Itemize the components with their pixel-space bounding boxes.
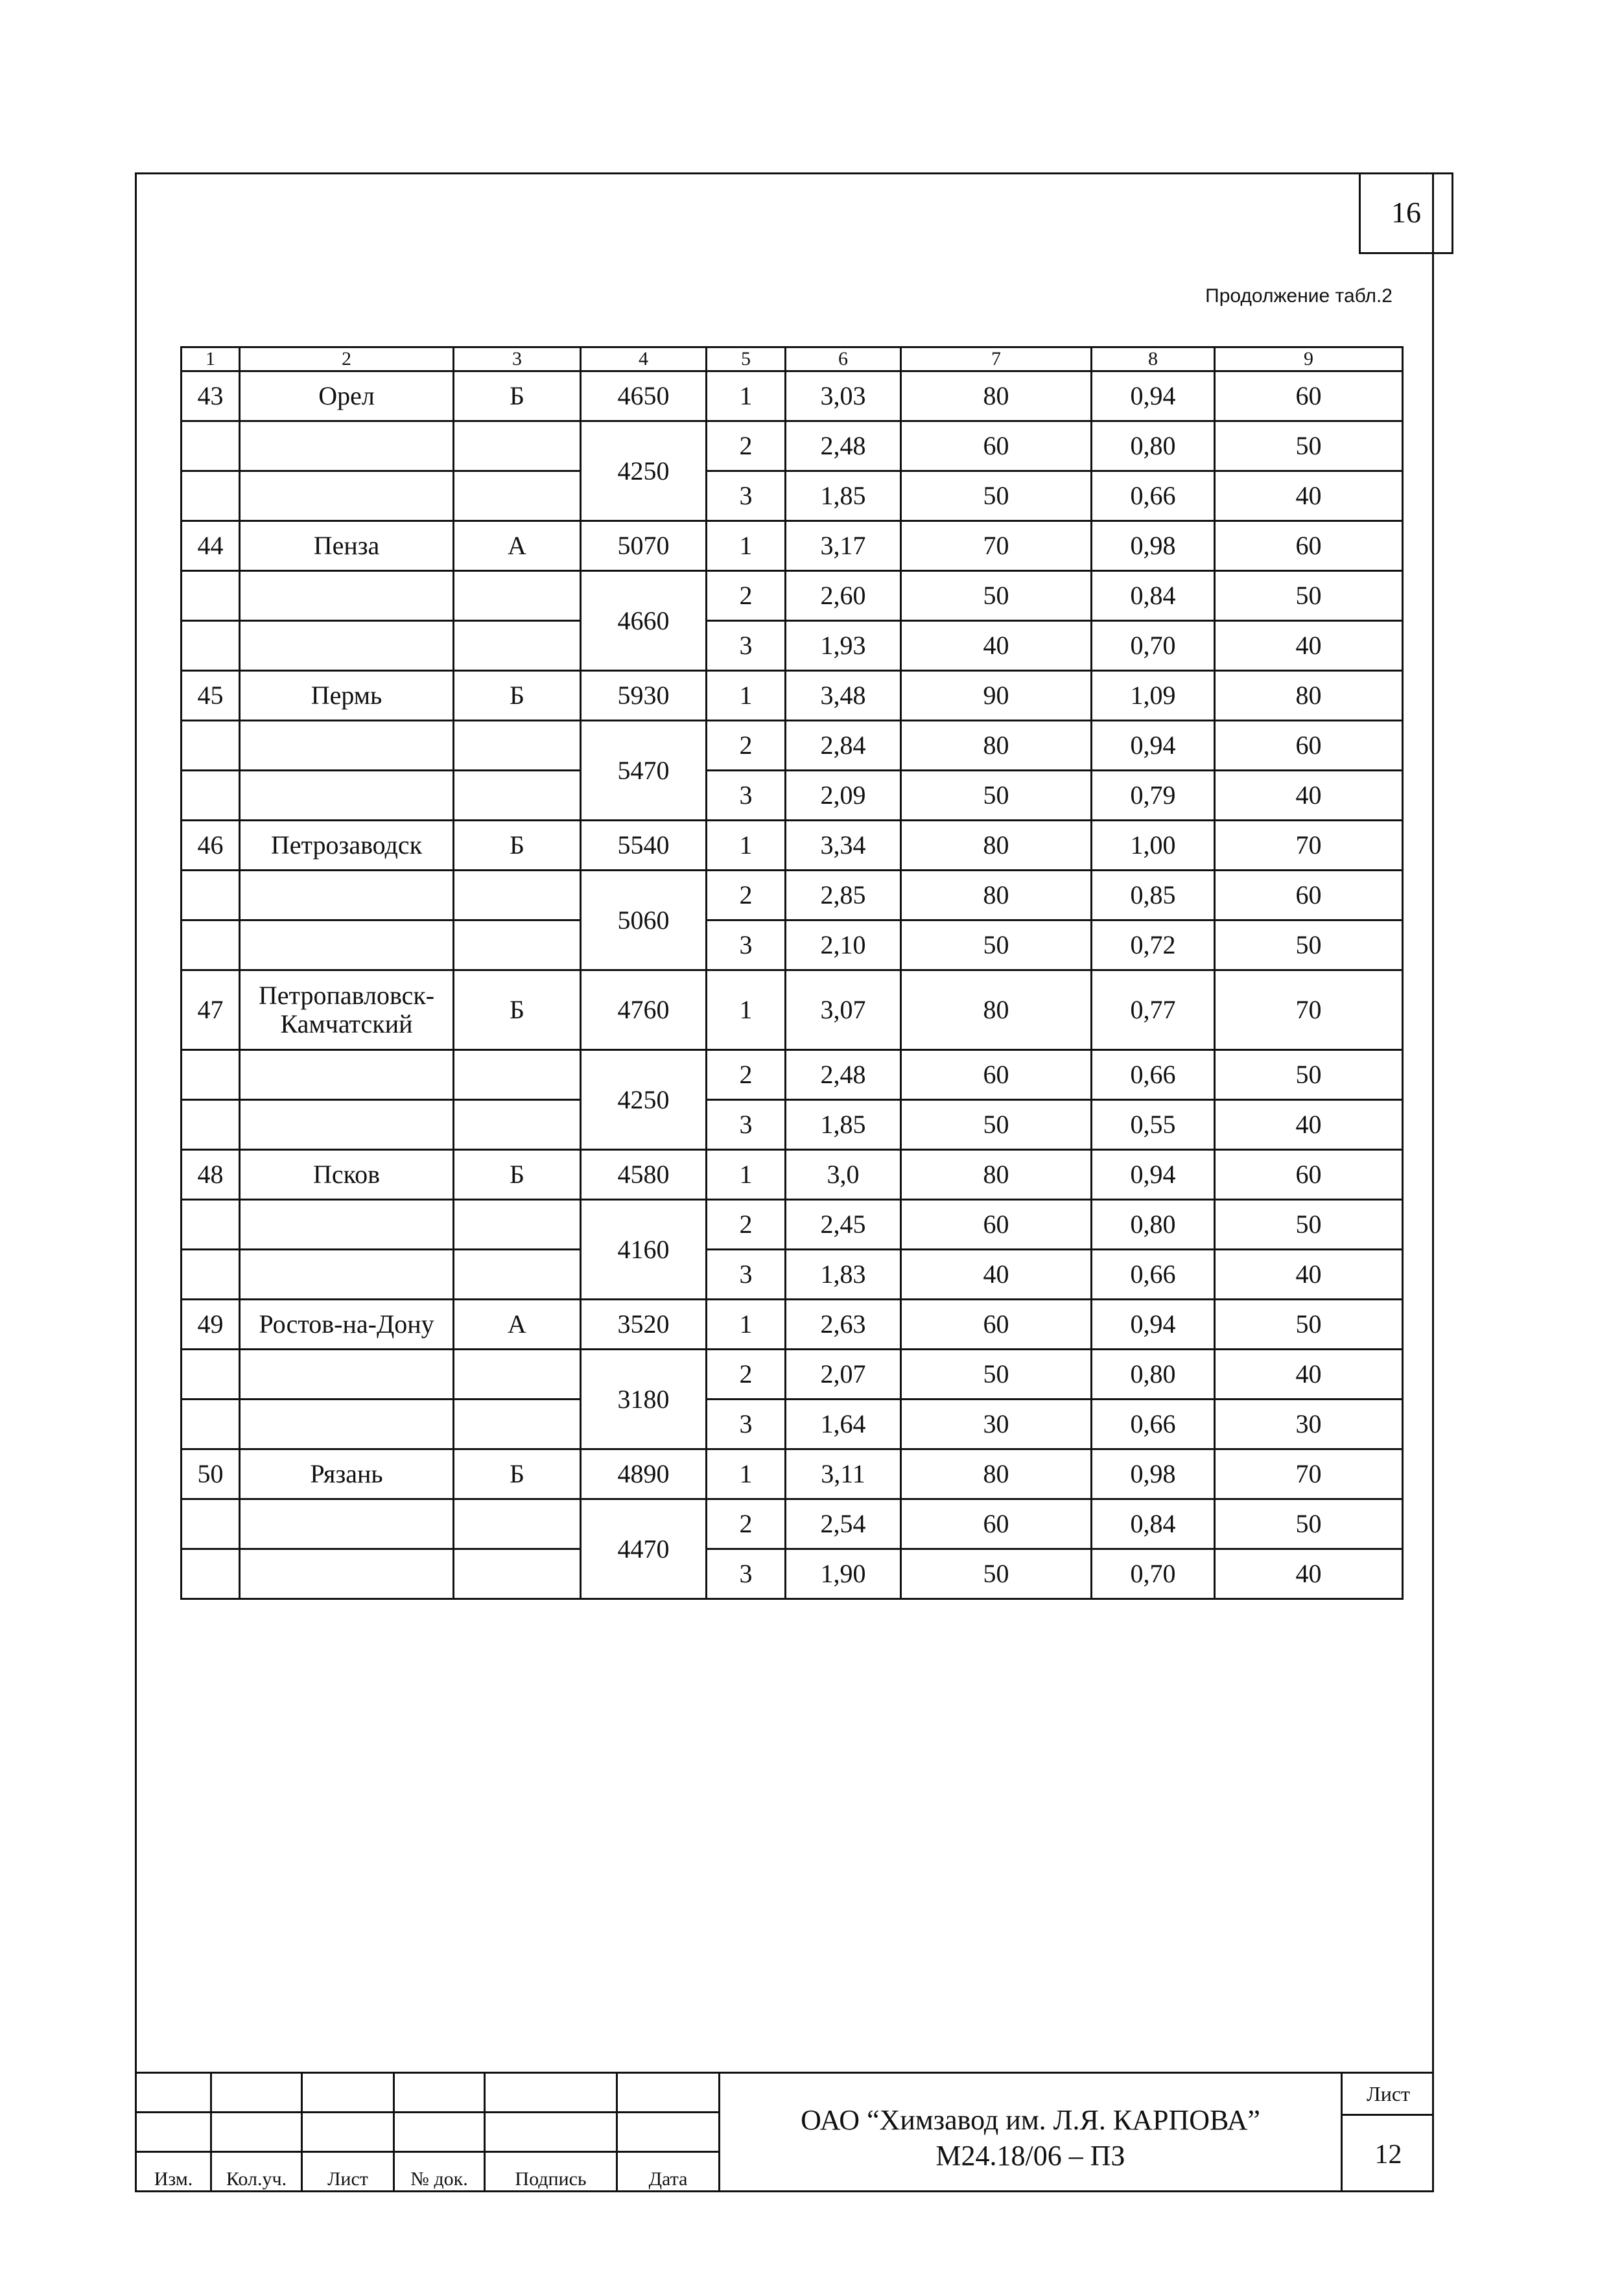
stamp-cell <box>485 2073 617 2113</box>
header-cell: 3 <box>454 347 581 371</box>
table-row <box>182 1100 1403 1150</box>
sheet-box <box>1341 2072 1434 2192</box>
data-cell: 40 <box>1215 621 1403 671</box>
data-cell: 2 <box>707 871 786 920</box>
empty-cell <box>454 1400 581 1449</box>
zone-cell: Б <box>454 970 581 1050</box>
empty-cell <box>240 571 454 621</box>
data-cell: 2,48 <box>786 1050 901 1100</box>
stamp-cell <box>394 2113 485 2152</box>
empty-cell <box>240 471 454 521</box>
data-cell: 40 <box>1215 771 1403 821</box>
data-cell: 60 <box>901 421 1092 471</box>
data-cell: 2,07 <box>786 1350 901 1400</box>
empty-cell <box>182 1400 240 1449</box>
row-number: 47 <box>182 970 240 1050</box>
header-cell: 4 <box>581 347 707 371</box>
empty-cell <box>454 1350 581 1400</box>
value-col4: 5930 <box>581 671 707 721</box>
data-cell: 2 <box>707 1050 786 1100</box>
page-number: 16 <box>1359 172 1453 254</box>
header-cell: 1 <box>182 347 240 371</box>
data-cell: 3 <box>707 1250 786 1300</box>
empty-cell <box>454 421 581 471</box>
data-cell: 80 <box>1215 671 1403 721</box>
empty-cell <box>454 1050 581 1100</box>
empty-cell <box>240 721 454 771</box>
header-cell: 7 <box>901 347 1092 371</box>
city-name: Псков <box>240 1150 454 1200</box>
table-header-row <box>182 347 1403 371</box>
data-cell: 0,94 <box>1092 721 1215 771</box>
data-cell: 30 <box>901 1400 1092 1449</box>
table-row <box>182 1150 1403 1200</box>
stamp-cell <box>211 2113 302 2152</box>
empty-cell <box>240 1499 454 1549</box>
zone-cell: Б <box>454 1449 581 1499</box>
data-cell: 0,70 <box>1092 621 1215 671</box>
data-cell: 2,09 <box>786 771 901 821</box>
row-number: 43 <box>182 371 240 421</box>
data-cell: 80 <box>901 1150 1092 1200</box>
table-row <box>182 771 1403 821</box>
zone-cell: Б <box>454 371 581 421</box>
data-cell: 0,84 <box>1092 1499 1215 1549</box>
zone-cell: А <box>454 1300 581 1350</box>
empty-cell <box>240 771 454 821</box>
city-name: Орел <box>240 371 454 421</box>
sheet-label: Лист <box>1343 2074 1434 2116</box>
city-name: Пермь <box>240 671 454 721</box>
city-name: Ростов-на-Дону <box>240 1300 454 1350</box>
empty-cell <box>182 920 240 970</box>
zone-cell: А <box>454 521 581 571</box>
data-cell: 50 <box>1215 920 1403 970</box>
data-cell: 40 <box>901 621 1092 671</box>
data-cell: 40 <box>1215 1250 1403 1300</box>
sheet-number: 12 <box>1374 2140 1402 2170</box>
empty-cell <box>182 1050 240 1100</box>
table-row <box>182 371 1403 421</box>
empty-cell <box>454 621 581 671</box>
header-cell: 8 <box>1092 347 1215 371</box>
data-cell: 40 <box>1215 471 1403 521</box>
empty-cell <box>240 1100 454 1150</box>
empty-cell <box>182 771 240 821</box>
data-cell: 40 <box>1215 1100 1403 1150</box>
value-col4: 3180 <box>581 1350 707 1449</box>
data-cell: 3,11 <box>786 1449 901 1499</box>
data-cell: 3 <box>707 771 786 821</box>
empty-cell <box>240 1050 454 1100</box>
data-table <box>180 346 1404 1600</box>
data-cell: 3,34 <box>786 821 901 871</box>
data-cell: 0,66 <box>1092 1250 1215 1300</box>
stamp-cell <box>136 2113 211 2152</box>
table-caption: Продолжение табл.2 <box>1205 285 1393 307</box>
data-cell: 3 <box>707 1400 786 1449</box>
header-cell: 6 <box>786 347 901 371</box>
data-cell: 1 <box>707 671 786 721</box>
stamp-cell <box>136 2073 211 2113</box>
city-name: Петрозаводск <box>240 821 454 871</box>
data-cell: 0,70 <box>1092 1549 1215 1599</box>
document-code: М24.18/06 – ПЗ <box>935 2140 1125 2172</box>
empty-cell <box>454 1499 581 1549</box>
empty-cell <box>182 571 240 621</box>
value-col4: 4160 <box>581 1200 707 1300</box>
data-cell: 2,48 <box>786 421 901 471</box>
empty-cell <box>182 1350 240 1400</box>
table-row <box>182 521 1403 571</box>
table-row <box>182 1350 1403 1400</box>
empty-cell <box>182 1200 240 1250</box>
data-cell: 2,85 <box>786 871 901 920</box>
table-row <box>182 1499 1403 1549</box>
table-row <box>182 1250 1403 1300</box>
value-col4: 5070 <box>581 521 707 571</box>
data-cell: 80 <box>901 821 1092 871</box>
empty-cell <box>182 1100 240 1150</box>
data-cell: 0,66 <box>1092 1050 1215 1100</box>
stamp-cell <box>617 2113 720 2152</box>
value-col4: 4760 <box>581 970 707 1050</box>
data-cell: 2,60 <box>786 571 901 621</box>
data-cell: 60 <box>1215 521 1403 571</box>
empty-cell <box>240 1549 454 1599</box>
value-col4: 5060 <box>581 871 707 970</box>
data-cell: 3 <box>707 1549 786 1599</box>
empty-cell <box>454 871 581 920</box>
table-row <box>182 671 1403 721</box>
data-cell: 80 <box>901 371 1092 421</box>
header-cell: 5 <box>707 347 786 371</box>
data-cell: 0,79 <box>1092 771 1215 821</box>
table-row <box>182 920 1403 970</box>
table-row <box>182 471 1403 521</box>
table-row <box>182 571 1403 621</box>
empty-cell <box>240 871 454 920</box>
data-cell: 80 <box>901 871 1092 920</box>
empty-cell <box>454 1200 581 1250</box>
empty-cell <box>454 1250 581 1300</box>
value-col4: 4650 <box>581 371 707 421</box>
stamp-cell <box>302 2113 394 2152</box>
table-row <box>182 1200 1403 1250</box>
data-cell: 50 <box>1215 1499 1403 1549</box>
data-cell: 60 <box>901 1050 1092 1100</box>
data-cell: 0,80 <box>1092 1350 1215 1400</box>
empty-cell <box>454 571 581 621</box>
data-cell: 0,72 <box>1092 920 1215 970</box>
header-cell: 9 <box>1215 347 1403 371</box>
empty-cell <box>182 471 240 521</box>
data-cell: 80 <box>901 1449 1092 1499</box>
data-cell: 1,09 <box>1092 671 1215 721</box>
zone-cell: Б <box>454 1150 581 1200</box>
table-row <box>182 1050 1403 1100</box>
row-number: 45 <box>182 671 240 721</box>
empty-cell <box>182 721 240 771</box>
data-cell: 0,80 <box>1092 1200 1215 1250</box>
data-cell: 1,85 <box>786 471 901 521</box>
data-cell: 80 <box>901 970 1092 1050</box>
stamp-cell <box>302 2073 394 2113</box>
data-cell: 50 <box>901 771 1092 821</box>
stamp-col-label: Подпись <box>485 2152 617 2192</box>
empty-cell <box>240 1400 454 1449</box>
data-cell: 0,94 <box>1092 1300 1215 1350</box>
table-row <box>182 421 1403 471</box>
data-cell: 0,94 <box>1092 1150 1215 1200</box>
data-cell: 1 <box>707 1150 786 1200</box>
data-cell: 3,17 <box>786 521 901 571</box>
empty-cell <box>454 721 581 771</box>
data-cell: 60 <box>901 1300 1092 1350</box>
stamp-col-label: Дата <box>617 2152 720 2192</box>
table-row <box>182 821 1403 871</box>
stamp-title <box>718 2072 1341 2192</box>
data-cell: 1 <box>707 970 786 1050</box>
data-cell: 1,93 <box>786 621 901 671</box>
empty-cell <box>240 1200 454 1250</box>
data-cell: 3 <box>707 1100 786 1150</box>
empty-cell <box>182 1250 240 1300</box>
data-cell: 1,85 <box>786 1100 901 1150</box>
data-cell: 50 <box>901 1100 1092 1150</box>
data-cell: 70 <box>1215 970 1403 1050</box>
stamp-col-label: Изм. <box>136 2152 211 2192</box>
data-cell: 90 <box>901 671 1092 721</box>
data-cell: 70 <box>1215 1449 1403 1499</box>
empty-cell <box>454 1100 581 1150</box>
data-cell: 3,03 <box>786 371 901 421</box>
data-cell: 1 <box>707 1300 786 1350</box>
data-cell: 3,48 <box>786 671 901 721</box>
stamp-cell <box>211 2073 302 2113</box>
data-cell: 3 <box>707 471 786 521</box>
empty-cell <box>182 871 240 920</box>
zone-cell: Б <box>454 671 581 721</box>
data-cell: 50 <box>1215 421 1403 471</box>
stamp-col-label: Лист <box>302 2152 394 2192</box>
data-cell: 50 <box>901 571 1092 621</box>
table-row <box>182 1400 1403 1449</box>
stamp-cell <box>394 2073 485 2113</box>
data-cell: 70 <box>1215 821 1403 871</box>
city-name: Рязань <box>240 1449 454 1499</box>
data-cell: 0,66 <box>1092 1400 1215 1449</box>
data-cell: 2 <box>707 1350 786 1400</box>
table-row <box>182 1549 1403 1599</box>
table-row <box>182 721 1403 771</box>
data-cell: 60 <box>1215 1150 1403 1200</box>
stamp-cell <box>617 2073 720 2113</box>
value-col4: 5470 <box>581 721 707 821</box>
table-row <box>182 1300 1403 1350</box>
data-cell: 50 <box>1215 1050 1403 1100</box>
data-cell: 3 <box>707 920 786 970</box>
data-cell: 2 <box>707 421 786 471</box>
empty-cell <box>454 920 581 970</box>
empty-cell <box>182 1499 240 1549</box>
data-cell: 1 <box>707 1449 786 1499</box>
value-col4: 4890 <box>581 1449 707 1499</box>
data-cell: 2 <box>707 721 786 771</box>
table-row <box>182 970 1403 1050</box>
data-cell: 50 <box>901 920 1092 970</box>
data-cell: 2,63 <box>786 1300 901 1350</box>
stamp-col-label: № док. <box>394 2152 485 2192</box>
data-cell: 30 <box>1215 1400 1403 1449</box>
data-cell: 3,0 <box>786 1150 901 1200</box>
data-cell: 0,80 <box>1092 421 1215 471</box>
data-cell: 2 <box>707 1200 786 1250</box>
value-col4: 4250 <box>581 1050 707 1150</box>
empty-cell <box>240 1350 454 1400</box>
stamp-col-label: Кол.уч. <box>211 2152 302 2192</box>
data-cell: 0,85 <box>1092 871 1215 920</box>
row-number: 50 <box>182 1449 240 1499</box>
data-cell: 50 <box>1215 1200 1403 1250</box>
data-cell: 50 <box>1215 571 1403 621</box>
empty-cell <box>182 421 240 471</box>
data-cell: 40 <box>901 1250 1092 1300</box>
empty-cell <box>240 421 454 471</box>
organization-name: ОАО “Химзавод им. Л.Я. КАРПОВА” <box>801 2104 1260 2136</box>
value-col4: 4250 <box>581 421 707 521</box>
table-row <box>182 871 1403 920</box>
row-number: 48 <box>182 1150 240 1200</box>
empty-cell <box>454 1549 581 1599</box>
data-cell: 0,94 <box>1092 371 1215 421</box>
data-cell: 0,66 <box>1092 471 1215 521</box>
data-cell: 50 <box>901 1549 1092 1599</box>
data-cell: 0,77 <box>1092 970 1215 1050</box>
value-col4: 5540 <box>581 821 707 871</box>
row-number: 46 <box>182 821 240 871</box>
data-cell: 50 <box>901 471 1092 521</box>
data-cell: 0,98 <box>1092 521 1215 571</box>
data-cell: 1 <box>707 521 786 571</box>
revision-table <box>135 2072 720 2192</box>
value-col4: 3520 <box>581 1300 707 1350</box>
table-row <box>182 621 1403 671</box>
data-cell: 40 <box>1215 1350 1403 1400</box>
empty-cell <box>182 621 240 671</box>
data-cell: 50 <box>1215 1300 1403 1350</box>
city-name: Петропавловск-Камчатский <box>240 970 454 1050</box>
data-cell: 1 <box>707 371 786 421</box>
empty-cell <box>240 621 454 671</box>
data-cell: 60 <box>1215 371 1403 421</box>
empty-cell <box>454 471 581 521</box>
data-cell: 50 <box>901 1350 1092 1400</box>
data-cell: 0,55 <box>1092 1100 1215 1150</box>
data-cell: 0,98 <box>1092 1449 1215 1499</box>
data-cell: 70 <box>901 521 1092 571</box>
data-cell: 3,07 <box>786 970 901 1050</box>
data-cell: 1,64 <box>786 1400 901 1449</box>
row-number: 49 <box>182 1300 240 1350</box>
header-cell: 2 <box>240 347 454 371</box>
empty-cell <box>240 1250 454 1300</box>
stamp-cell <box>485 2113 617 2152</box>
value-col4: 4470 <box>581 1499 707 1599</box>
data-cell: 2,84 <box>786 721 901 771</box>
data-cell: 2 <box>707 571 786 621</box>
table-row <box>182 1449 1403 1499</box>
row-number: 44 <box>182 521 240 571</box>
data-cell: 2,45 <box>786 1200 901 1250</box>
empty-cell <box>182 1549 240 1599</box>
city-name: Пенза <box>240 521 454 571</box>
data-cell: 2,10 <box>786 920 901 970</box>
empty-cell <box>454 771 581 821</box>
data-cell: 60 <box>1215 871 1403 920</box>
title-block <box>135 2072 1434 2192</box>
value-col4: 4580 <box>581 1150 707 1200</box>
data-cell: 1,83 <box>786 1250 901 1300</box>
zone-cell: Б <box>454 821 581 871</box>
data-cell: 1 <box>707 821 786 871</box>
data-cell: 2,54 <box>786 1499 901 1549</box>
data-cell: 2 <box>707 1499 786 1549</box>
data-cell: 60 <box>1215 721 1403 771</box>
value-col4: 4660 <box>581 571 707 671</box>
data-cell: 60 <box>901 1200 1092 1250</box>
data-cell: 60 <box>901 1499 1092 1549</box>
data-cell: 40 <box>1215 1549 1403 1599</box>
empty-cell <box>240 920 454 970</box>
data-cell: 0,84 <box>1092 571 1215 621</box>
data-cell: 1,00 <box>1092 821 1215 871</box>
data-cell: 1,90 <box>786 1549 901 1599</box>
data-cell: 80 <box>901 721 1092 771</box>
data-cell: 3 <box>707 621 786 671</box>
